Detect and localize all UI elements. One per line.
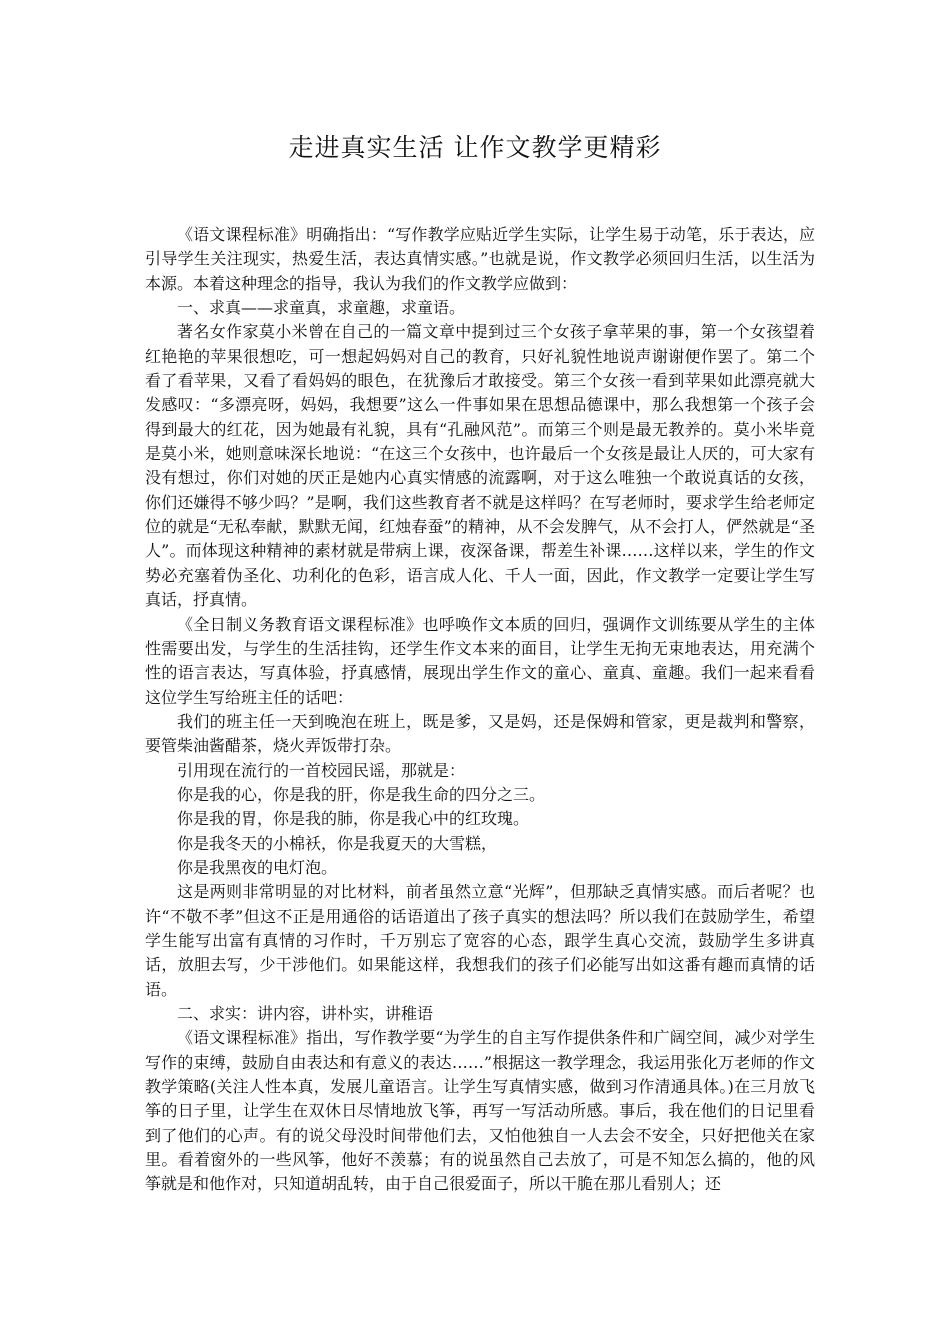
ballad-line-1: 你是我的心，你是我的肝，你是我生命的四分之三。: [177, 784, 546, 804]
paragraph-comparison: 这是两则非常明显的对比材料，前者虽然立意“光辉”，但那缺乏真情实感。而后者呢？也许“不敬不孝”但这不正是用通俗的话语道出了孩子真实的想法吗？所以我们在鼓励学生，希望学生能写出富有真情的习作时，千万别忘了宽容的心态，跟学生真心交流，鼓励学生多讲真话，放胆去写，少干涉他们。如果能这样，我想我们的孩子们必能写出如这番有趣而真情的话语。: [145, 882, 815, 999]
section-heading-2: 二、求实：讲内容，讲朴实，讲稚语: [177, 1004, 434, 1023]
ballad-line-2: 你是我的胃，你是我的肺，你是我心中的红玫瑰。: [177, 809, 530, 829]
section-heading-1: 一、求真——求童真，求童趣，求童语。: [177, 298, 466, 318]
paragraph-ballad-intro: 引用现在流行的一首校园民谣，那就是：: [177, 760, 466, 780]
paragraph-apple-story: 著名女作家莫小米曾在自己的一篇文章中提到过三个女孩子拿苹果的事，第一个女孩望着红艳艳的苹果很想吃，可一想起妈妈对自己的教育，只好礼貌性地说声谢谢便作罢了。第二个看了看苹果，又看了看妈妈的眼色，在犹豫后才敢接受。第三个女孩一看到苹果如此漂亮就大发感叹：“多漂亮呀，妈妈，我想要”这么一件事如果在思想品德课中，那么我想第一个孩子会得到最大的红花，因为她最有礼貌，具有“孔融风范”。而第三个则是最无教养的。莫小米毕竟是莫小米，她则意味深长地说：“在这三个女孩中，也许最后一个女孩是最让人厌的，可大家有没有想过，你们对她的厌正是她内心真实情感的流露啊，对于这么唯独一个敢说真话的女孩，你们还嫌得不够少吗？”是啊，我们这些教育者不就是这样吗？在写老师时，要求学生给老师定位的就是“无私奉献，默默无闻，红烛春蚕”的精神，从不会发脾气，从不会打人，俨然就是“圣人”。而体现这种精神的素材就是带病上课，夜深备课，帮差生补课……这样以来，学生的作文势必充塞着伪圣化、功利化的色彩，语言成人化、千人一面，因此，作文教学一定要让学生写真话，抒真情。: [145, 322, 815, 610]
ballad-line-4: 你是我黑夜的电灯泡。: [177, 857, 338, 877]
document-title: 走进真实生活 让作文教学更精彩: [288, 133, 662, 162]
ballad-line-3: 你是我冬天的小棉袄，你是我夏天的大雪糕，: [177, 833, 498, 853]
paragraph-curriculum-standard: 《全日制义务教育语文课程标准》也呼唤作文本质的回归，强调作文训练要从学生的主体性需要出发，与学生的生活挂钩，还学生作文本来的面目，让学生无拘无束地表达，用充满个性的语言表达，写真体验，抒真感情，展现出学生作文的童心、童真、童趣。我们一起来看看这位学生写给班主任的话吧：: [145, 614, 815, 707]
document-body: [145, 223, 815, 1197]
paragraph-kite-activity: 《语文课程标准》指出，写作教学要“为学生的自主写作提供条件和广阔空间，减少对学生写作的束缚，鼓励自由表达和有意义的表达……”根据这一教学理念，我运用张化万老师的作文教学策略(关注人性本真，发展儿童语言。让学生写真情实感，做到习作清通具体。)在三月放飞筝的日子里，让学生在双休日尽情地放飞筝，再写一写活动所感。事后，我在他们的日记里看到了他们的心声。有的说父母没时间带他们去，又怕他独自一人去会不安全，只好把他关在家里。看着窗外的一些风筝，他好不羡慕；有的说虽然自己去放了，可是不知怎么搞的，他的风筝就是和他作对，只知道胡乱转，由于自己很爱面子，所以干脆在那儿看别人；还: [145, 1028, 815, 1194]
paragraph-intro: 《语文课程标准》明确指出：“写作教学应贴近学生实际，让学生易于动笔，乐于表达，应引导学生关注现实，热爱生活，表达真情实感。”也就是说，作文教学必须回归生活，以生活为本源。本着这种理念的指导，我认为我们的作文教学应做到：: [145, 225, 815, 293]
paragraph-student-quote: 我们的班主任一天到晚泡在班上，既是爹，又是妈，还是保姆和管家，更是裁判和警察，要管柴油酱醋茶，烧火弄饭带打杂。: [145, 711, 815, 756]
